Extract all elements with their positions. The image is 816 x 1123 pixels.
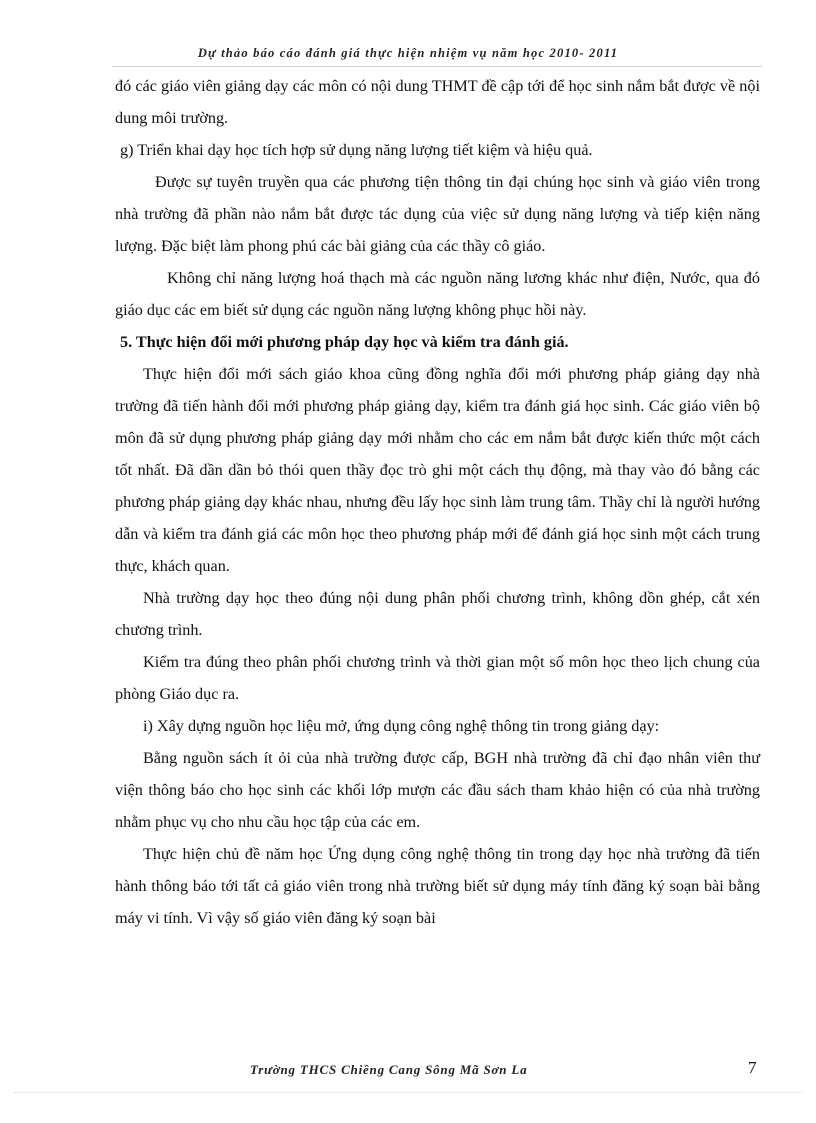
section-g-heading: g) Triển khai dạy học tích hợp sử dụng năng lượng tiết kiệm và hiệu quả. bbox=[120, 141, 593, 159]
page-bottom-border bbox=[14, 1092, 802, 1093]
paragraph-energy-sources: Không chỉ năng lượng hoá thạch mà các nguồn năng lương khác như điện, Nước, qua đó giáo dục các em biết sử dụng các nguồn năng lượng không phục hồi này. bbox=[115, 269, 760, 319]
header-divider bbox=[112, 66, 762, 67]
paragraph-method-renewal: Thực hiện đổi mới sách giáo khoa cũng đồng nghĩa đổi mới phương pháp giảng dạy nhà trường đã tiến hành đổi mới phương pháp giảng dạy, kiểm tra đánh giá học sinh. Các giáo viên bộ môn đã sử dụng phương pháp giảng dạy mới nhằm cho các em nắm bắt được kiến thức một cách tốt nhất. Đã dần dần bỏ thói quen thầy đọc trò ghi một cách thụ động, mà thay vào đó bằng các phương pháp giảng dạy khác nhau, nhưng đều lấy học sinh làm trung tâm. Thầy chỉ là người hướng dẫn và kiểm tra đánh giá các môn học theo phương pháp mới để đánh giá học sinh một cách trung thực, khách quan. bbox=[115, 365, 760, 575]
paragraph-energy-awareness: Được sự tuyên truyền qua các phương tiện thông tin đại chúng học sinh và giáo viên trong nhà trường đã phần nào nắm bắt được tác dụng của việc sử dụng năng lượng và tiếp kiện năng lượng. Đặc biệt làm phong phú các bài giảng của các thầy cô giáo. bbox=[115, 173, 760, 255]
paragraph-library: Bằng nguồn sách ít ỏi của nhà trường được cấp, BGH nhà trường đã chỉ đạo nhân viên thư viện thông báo cho học sinh các khối lớp mượn các đầu sách tham khảo hiện có của nhà trường nhằm phục vụ cho nhu cầu học tập của các em. bbox=[115, 749, 760, 831]
paragraph-it-application: Thực hiện chủ đề năm học Ứng dụng công nghệ thông tin trong dạy học nhà trường đã tiến hành thông báo tới tất cả giáo viên trong nhà trường biết sử dụng máy tính đăng ký soạn bài bằng máy vi tính. Vì vậy số giáo viên đăng ký soạn bài bbox=[115, 845, 760, 927]
footer-school: Trường THCS Chiềng Cang Sông Mã Sơn La bbox=[250, 1062, 528, 1077]
section-5-heading: 5. Thực hiện đổi mới phương pháp dạy học và kiểm tra đánh giá. bbox=[120, 333, 569, 351]
section-i-heading: i) Xây dựng nguồn học liệu mở, ứng dụng công nghệ thông tin trong giảng dạy: bbox=[143, 717, 660, 735]
paragraph-continuation: đó các giáo viên giảng dạy các môn có nội dung THMT đề cập tới để học sinh nắm bắt được về nội dung môi trường. bbox=[115, 77, 760, 127]
paragraph-curriculum: Nhà trường dạy học theo đúng nội dung phân phối chương trình, không dồn ghép, cắt xén chương trình. bbox=[115, 589, 760, 639]
paragraph-assessment: Kiểm tra đúng theo phân phối chương trình và thời gian một số môn học theo lịch chung của phòng Giáo dục ra. bbox=[115, 653, 760, 703]
document-body bbox=[115, 70, 760, 934]
running-header: Dự thảo báo cáo đánh giá thực hiện nhiệm vụ năm học 2010- 2011 bbox=[197, 46, 619, 60]
page-number: 7 bbox=[748, 1058, 757, 1077]
